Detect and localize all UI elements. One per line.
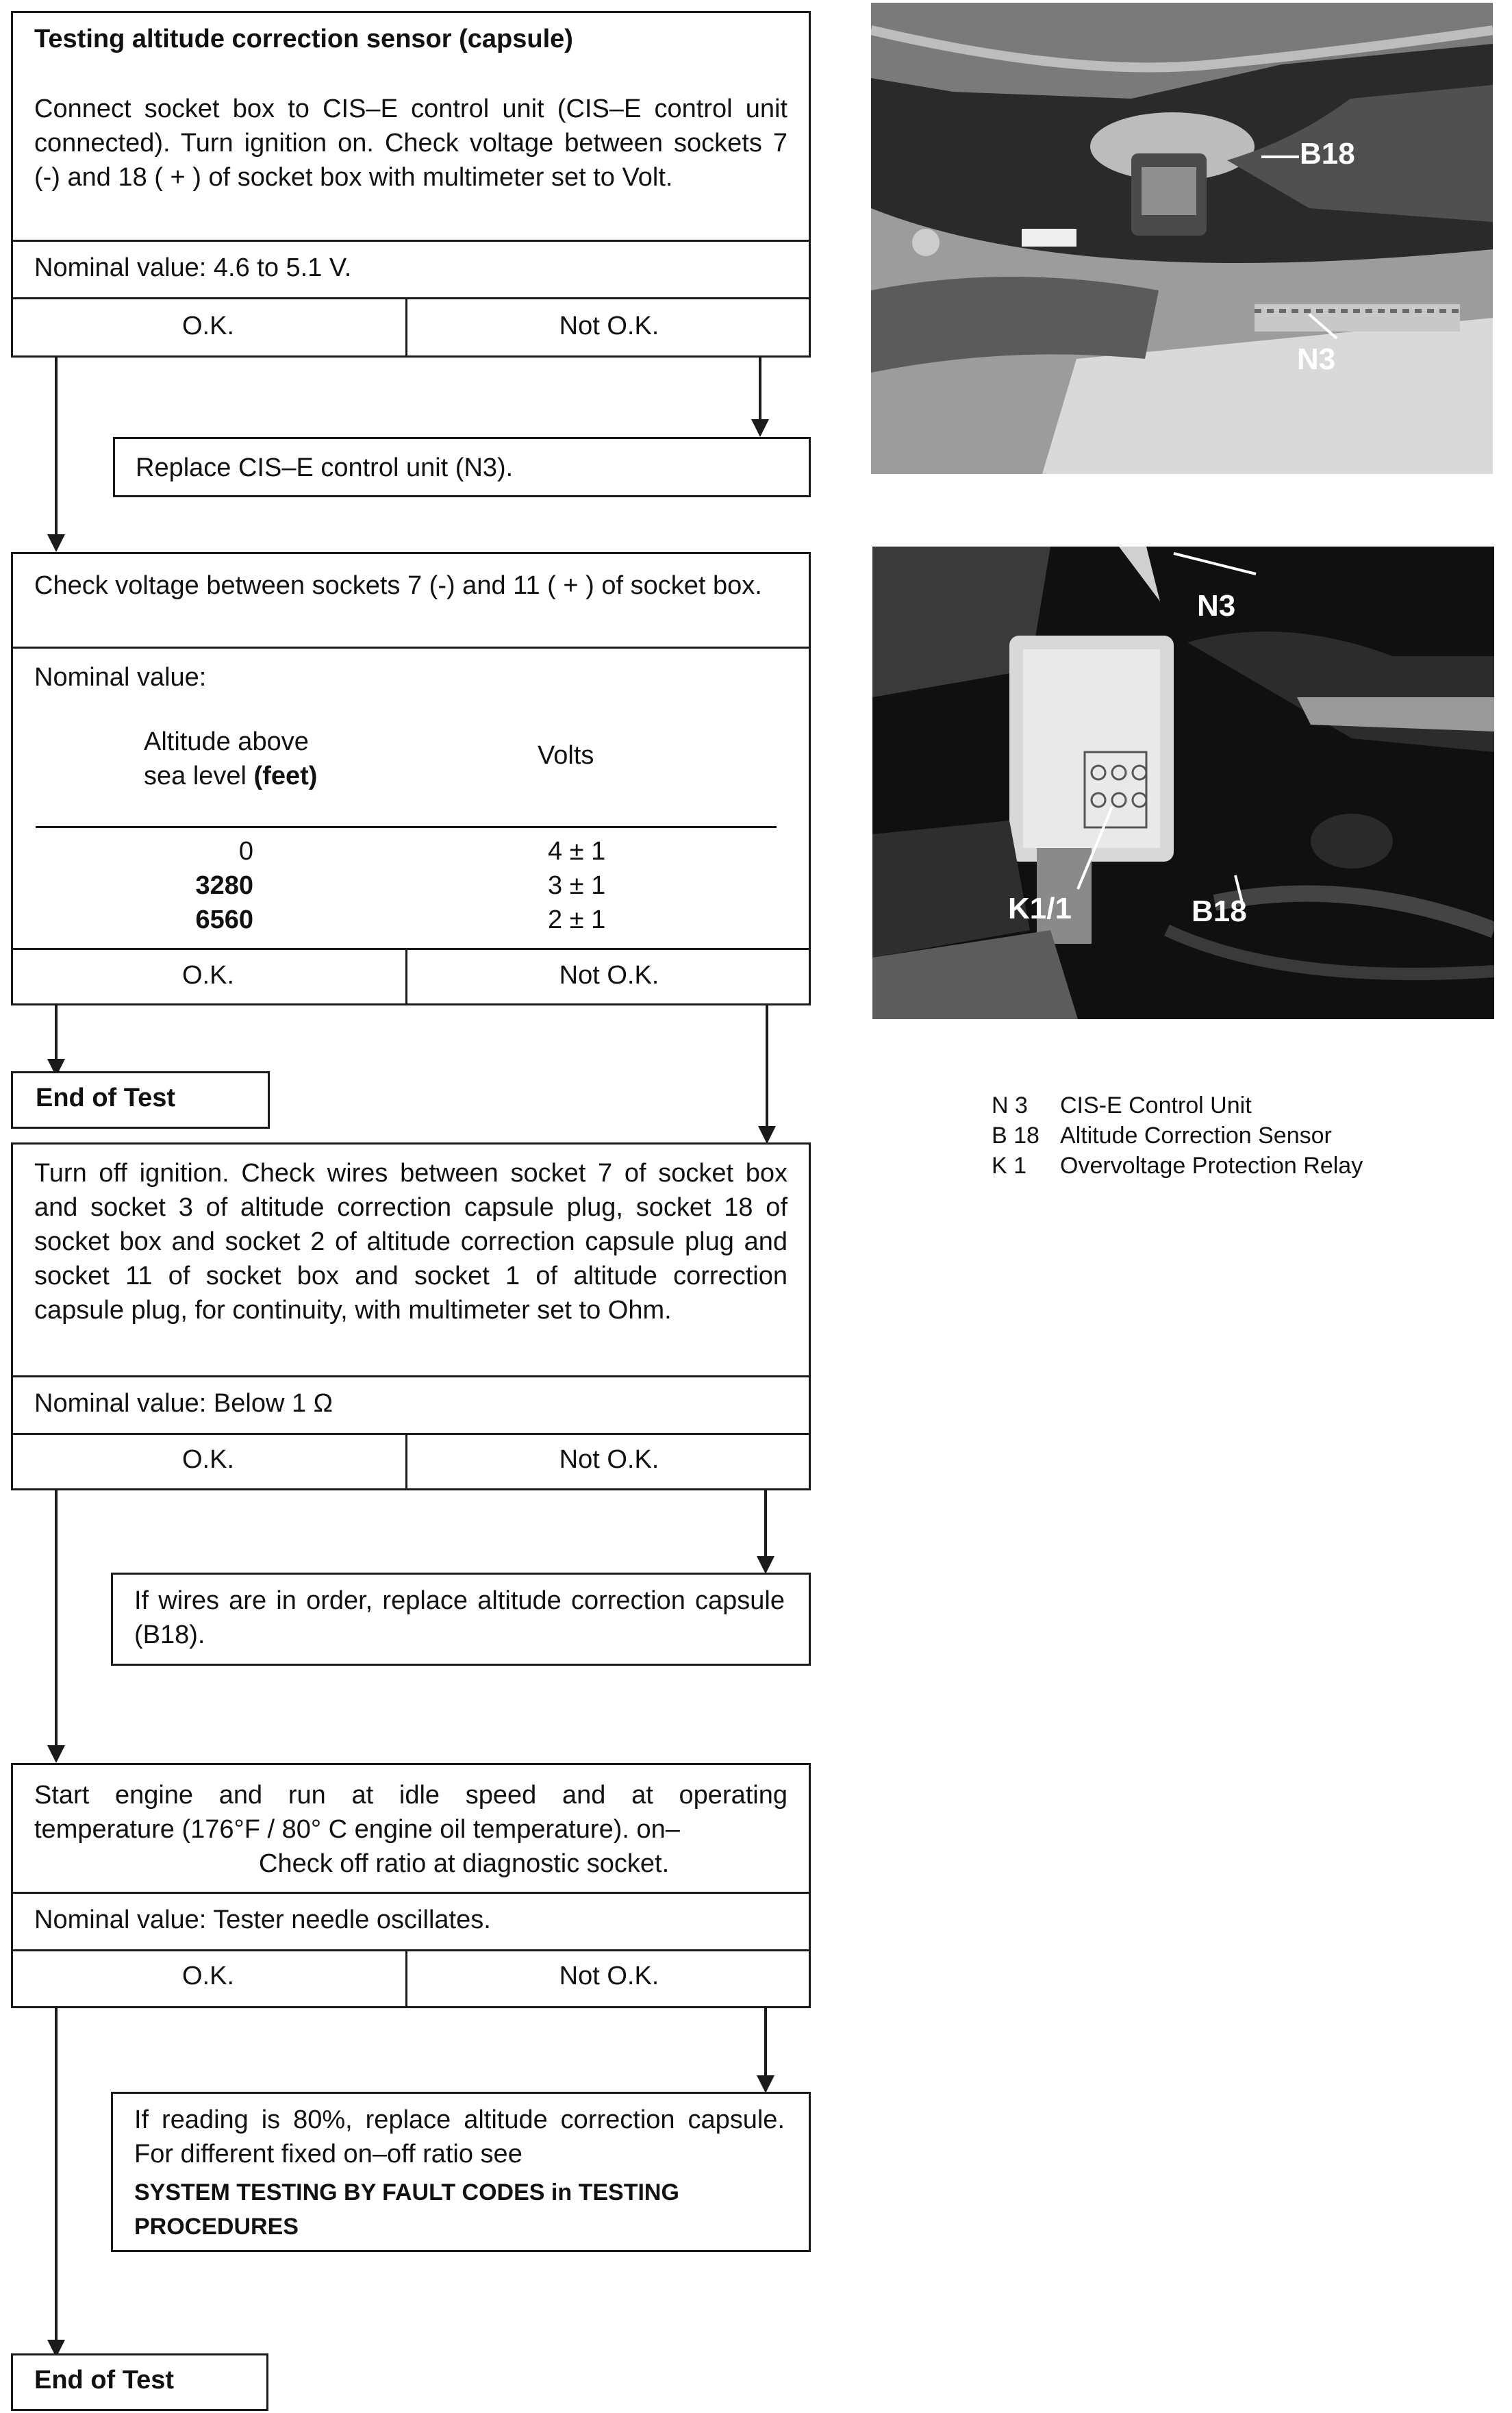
step3-not-ok-label: Not O.K. bbox=[559, 1445, 659, 1474]
legend-desc: CIS-E Control Unit bbox=[1060, 1092, 1252, 1118]
flow-arrow bbox=[758, 1126, 776, 1144]
table-rule bbox=[36, 826, 777, 828]
legend-code: B 18 bbox=[992, 1123, 1040, 1149]
step2-divider-2 bbox=[11, 948, 811, 950]
flow-line bbox=[764, 2008, 767, 2084]
step1-title-rest: sensor (capsule) bbox=[366, 25, 573, 53]
table-header-volts: Volts bbox=[538, 741, 594, 770]
legend-item bbox=[992, 1090, 1363, 1121]
engine-photo-2 bbox=[872, 547, 1494, 1019]
legend bbox=[992, 1090, 1363, 1181]
step4-instruction-line1: Start engine and run at idle speed and at operating bbox=[34, 1781, 788, 1810]
flow-arrow bbox=[757, 1556, 774, 1574]
table-header-unit: (feet) bbox=[253, 762, 318, 790]
legend-code: N 3 bbox=[992, 1092, 1028, 1118]
engine-photo-2-illustration bbox=[872, 547, 1494, 1019]
step1-divider-2 bbox=[11, 297, 811, 299]
table-row-volts: 4 ± 1 bbox=[548, 837, 606, 866]
engine-photo-1 bbox=[871, 3, 1493, 474]
step1-not-ok-label: Not O.K. bbox=[559, 312, 659, 340]
table-header-altitude-line2: sea level (feet) bbox=[144, 762, 318, 790]
step2-box bbox=[11, 552, 811, 1005]
table-row-altitude: 0 bbox=[238, 837, 253, 866]
step1-notok-action: Replace CIS–E control unit (N3). bbox=[136, 453, 514, 482]
step3-divider bbox=[11, 1375, 811, 1377]
step4-notok-reference-2: PROCEDURES bbox=[134, 2214, 299, 2240]
step4-divider-2 bbox=[11, 1949, 811, 1951]
step1-nominal: Nominal value: 4.6 to 5.1 V. bbox=[34, 253, 352, 282]
table-row-altitude: 6560 bbox=[195, 905, 253, 934]
step2-nominal-label: Nominal value: bbox=[34, 663, 207, 692]
step4-instruction-line3: Check off ratio at diagnostic socket. bbox=[259, 1849, 670, 1878]
step1-title: Testing altitude correction sensor (capsule) bbox=[34, 25, 573, 53]
step3-nominal: Nominal value: Below 1 Ω bbox=[34, 1389, 333, 1418]
table-header-altitude-line1: Altitude above bbox=[144, 727, 309, 756]
photo1-label-b18: B18 bbox=[1300, 137, 1355, 171]
table-row-volts: 2 ± 1 bbox=[548, 905, 606, 934]
step2-divider bbox=[11, 647, 811, 649]
engine-photo-1-illustration bbox=[871, 3, 1493, 474]
step4-instruction-line2: temperature (176°F / 80° C engine oil temperature). on– bbox=[34, 1815, 680, 1844]
table-row-volts: 3 ± 1 bbox=[548, 871, 606, 900]
legend-code: K 1 bbox=[992, 1153, 1027, 1179]
flow-arrow bbox=[47, 1745, 65, 1763]
step4-divider bbox=[11, 1892, 811, 1894]
legend-item bbox=[992, 1151, 1363, 1181]
step3-notok-action: If wires are in order, replace altitude correction capsule (B18). bbox=[134, 1586, 785, 1649]
flow-line bbox=[55, 2008, 58, 2351]
flow-line bbox=[55, 1490, 58, 1747]
end-of-test-label: End of Test bbox=[34, 2366, 175, 2395]
legend-item bbox=[992, 1121, 1363, 1151]
end-of-test-label: End of Test bbox=[36, 1084, 176, 1112]
flow-arrow bbox=[757, 2075, 774, 2093]
legend-desc: Altitude Correction Sensor bbox=[1060, 1123, 1332, 1149]
step4-not-ok-label: Not O.K. bbox=[559, 1962, 659, 1990]
flow-arrow bbox=[751, 419, 769, 437]
step3-instruction: Turn off ignition. Check wires between socket 7 of socket box and socket 3 of altitude correction capsule plug, socket 18 of socket box and socket 2 of altitude correction capsule plug and socket 11 of socket box and socket 1 of altitude correction capsule plug, for continuity, with multimeter set to Ohm. bbox=[34, 1159, 788, 1325]
legend-desc: Overvoltage Protection Relay bbox=[1060, 1153, 1363, 1179]
photo2-label-b18: B18 bbox=[1192, 895, 1247, 928]
table-row-altitude: 3280 bbox=[195, 871, 253, 900]
step3-ok-label: O.K. bbox=[181, 1445, 235, 1474]
flow-arrow bbox=[47, 534, 65, 552]
step2-instruction: Check voltage between sockets 7 (-) and 11 ( + ) of socket box. bbox=[34, 571, 762, 600]
step4-nominal: Nominal value: Tester needle oscillates. bbox=[34, 1905, 491, 1934]
step1-divider bbox=[11, 240, 811, 242]
photo1-label-n3: N3 bbox=[1297, 342, 1336, 376]
flow-line bbox=[764, 1490, 767, 1564]
step4-ok-label: O.K. bbox=[181, 1962, 235, 1990]
step1-instruction: Connect socket box to CIS–E control unit (CIS–E control unit connected). Turn ignition on. Check voltage between sockets 7 (-) and 18 ( + ) of socket box with multimeter set to Volt. bbox=[34, 95, 788, 192]
photo2-label-k1: K1/1 bbox=[1008, 892, 1072, 925]
flow-line bbox=[759, 358, 761, 425]
photo2-label-n3: N3 bbox=[1197, 589, 1236, 623]
flow-line bbox=[55, 358, 58, 536]
step1-ok-label: O.K. bbox=[181, 312, 235, 340]
step4-notok-reference: SYSTEM TESTING BY FAULT CODES in TESTING bbox=[134, 2179, 679, 2205]
flow-line bbox=[766, 1005, 768, 1130]
step2-ok-label: O.K. bbox=[181, 961, 235, 990]
step2-not-ok-label: Not O.K. bbox=[559, 961, 659, 990]
step3-divider-2 bbox=[11, 1433, 811, 1435]
step4-notok-action: If reading is 80%, replace altitude correction capsule. For different fixed on–off ratio see bbox=[134, 2105, 785, 2168]
